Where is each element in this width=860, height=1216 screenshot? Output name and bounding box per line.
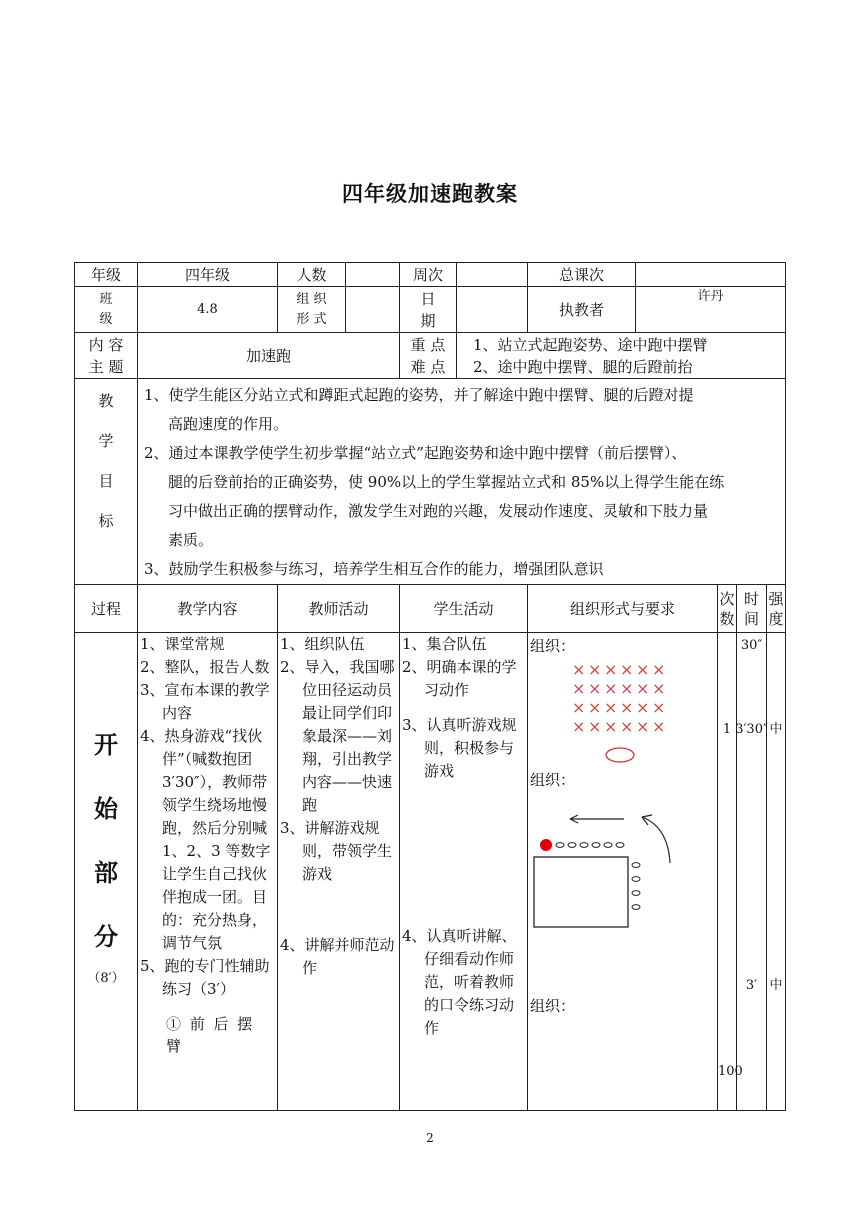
section-label xyxy=(75,633,138,1111)
col-intensity-2: 度 xyxy=(768,609,784,628)
section-duration: （8′） xyxy=(87,971,125,986)
formation-mark: × xyxy=(572,679,586,698)
student-dot xyxy=(632,891,640,896)
col-time-1: 时 xyxy=(744,589,760,608)
formation-mark: × xyxy=(652,717,666,736)
student-dot xyxy=(556,843,564,848)
student-item: 4、认真听讲解、仔细看动作师范，听着教师的口令练习动作 xyxy=(402,927,517,1037)
formation-mark: × xyxy=(588,679,602,698)
formation-mark: × xyxy=(604,698,618,717)
student-dot xyxy=(592,843,600,848)
page-title: 四年级加速跑教案 xyxy=(342,181,518,206)
col-times xyxy=(718,585,737,633)
topic-value: 加速跑 xyxy=(138,333,400,379)
col-student: 学生活动 xyxy=(400,585,528,633)
intensity-value-1: 中 xyxy=(769,722,783,737)
teacher-item: 2、导入，我国哪位田径运动员最让同学们印象最深——刘翔，引出教学内容——快速跑 xyxy=(280,658,395,814)
section-label-char: 始 xyxy=(94,794,118,823)
curve-arrowhead xyxy=(642,815,652,825)
lesson-plan-table xyxy=(74,262,786,1111)
date-label-2: 期 xyxy=(420,311,436,330)
grade-label: 年级 xyxy=(75,263,138,287)
section-label-char: 部 xyxy=(94,858,118,887)
content-item: 5、跑的专门性辅助练习（3′） xyxy=(140,957,270,998)
formation-mark: × xyxy=(588,698,602,717)
formation-mark: × xyxy=(588,660,602,679)
objectives-label xyxy=(75,379,138,585)
topic-label-2: 主 题 xyxy=(88,357,124,376)
col-time xyxy=(737,585,767,633)
formation-mark: × xyxy=(620,679,634,698)
org-label-3: 组织： xyxy=(530,997,576,1015)
org-form-label-1: 组 织 xyxy=(296,291,327,307)
formation-mark: × xyxy=(636,717,650,736)
teacher-item: 3、讲解游戏规则，带领学生游戏 xyxy=(280,819,393,883)
formation-mark: × xyxy=(636,660,650,679)
teacher-ellipse xyxy=(606,748,634,762)
objective-1 xyxy=(144,381,783,439)
formation-mark: × xyxy=(636,698,650,717)
col-times-2: 数 xyxy=(719,609,735,628)
run-route-diagram xyxy=(530,809,690,939)
objective-line: 3、鼓励学生积极参与练习，培养学生相互合作的能力，增强团队意识 xyxy=(144,560,604,578)
objectives-text xyxy=(138,379,786,585)
formation-mark: × xyxy=(604,660,618,679)
org-cell xyxy=(528,633,718,1111)
col-times-1: 次 xyxy=(719,589,735,608)
objectives-label-char: 学 xyxy=(98,432,114,450)
student-dot xyxy=(632,863,640,868)
time-cell xyxy=(737,633,767,1111)
date-label xyxy=(400,287,457,333)
content-cell xyxy=(138,633,278,1111)
topic-label-1: 内 容 xyxy=(88,335,124,354)
student-item: 1、集合队伍 xyxy=(402,635,487,653)
objective-line: 2、通过本课教学使学生初步掌握“站立式”起跑姿势和途中跑中摆臂（前后摆臂）、 xyxy=(144,444,687,462)
date-label-1: 日 xyxy=(420,289,436,308)
teacher-label: 执教者 xyxy=(528,287,636,333)
student-dot xyxy=(632,905,640,910)
class-label-2: 级 xyxy=(99,311,113,327)
teacher-item: 4、讲解并师范动作 xyxy=(280,936,395,977)
intensity-cell xyxy=(767,633,786,1111)
org-form-label-2: 形 式 xyxy=(296,311,327,327)
total-value xyxy=(636,263,786,287)
formation-diagram xyxy=(568,659,678,769)
key-points-label-1: 重 点 xyxy=(410,335,446,354)
time-value-1: 30″ xyxy=(740,638,763,653)
student-dot xyxy=(580,843,588,848)
col-org: 组织形式与要求 xyxy=(528,585,718,633)
key-points-label xyxy=(400,333,457,379)
key-point-1: 1、站立式起跑姿势、途中跑中摆臂 xyxy=(473,335,708,354)
objectives-label-char: 目 xyxy=(98,472,114,490)
times-cell xyxy=(718,633,743,1111)
student-dot xyxy=(604,843,612,848)
objective-3 xyxy=(144,555,783,584)
class-label xyxy=(75,287,138,333)
col-process: 过程 xyxy=(75,585,138,633)
section-label-char: 开 xyxy=(94,730,118,759)
formation-mark: × xyxy=(620,660,634,679)
objective-line: 1、使学生能区分站立式和蹲距式起跑的姿势，并了解途中跑中摆臂、腿的后蹬对提 xyxy=(144,386,694,404)
teacher-item: 1、组织队伍 xyxy=(280,635,365,653)
total-label: 总课次 xyxy=(528,263,636,287)
time-value-3: 3′ xyxy=(745,978,758,993)
objective-line: 高跑速度的作用。 xyxy=(168,415,289,433)
teacher-cell xyxy=(278,633,400,1111)
formation-mark: × xyxy=(604,679,618,698)
page-number: 2 xyxy=(426,1131,434,1145)
col-intensity-1: 强 xyxy=(768,589,784,608)
content-item: 2、整队，报告人数 xyxy=(140,658,270,676)
formation-mark: × xyxy=(572,698,586,717)
formation-mark: × xyxy=(620,698,634,717)
student-item: 3、认真听游戏规则，积极参与游戏 xyxy=(402,716,517,780)
formation-mark: × xyxy=(604,717,618,736)
key-point-2: 2、途中跑中摆臂、腿的后蹬前抬 xyxy=(473,357,693,376)
objectives-label-char: 标 xyxy=(98,512,114,530)
col-time-2: 间 xyxy=(744,609,760,628)
formation-mark: × xyxy=(652,698,666,717)
org-form-label xyxy=(278,287,346,333)
objective-2 xyxy=(144,439,783,555)
time-value-2: 3′30″ xyxy=(735,722,768,737)
student-dot xyxy=(632,877,640,882)
section-label-char: 分 xyxy=(94,922,118,951)
key-points-label-2: 难 点 xyxy=(410,357,446,376)
student-cell xyxy=(400,633,528,1111)
objective-line: 腿的后登前抬的正确姿势，使 90%以上的学生掌握站立式和 85%以上得学生能在练 xyxy=(168,473,725,491)
count-value xyxy=(346,263,400,287)
formation-mark: × xyxy=(620,717,634,736)
topic-label xyxy=(75,333,138,379)
field-rect xyxy=(534,857,628,927)
student-item: 2、明确本课的学习动作 xyxy=(402,658,517,699)
teacher-dot xyxy=(540,839,552,851)
curve-arrow xyxy=(642,817,670,863)
week-label: 周次 xyxy=(400,263,457,287)
key-points-value xyxy=(457,333,786,379)
objective-line: 习中做出正确的摆臂动作，激发学生对跑的兴趣，发展动作速度、灵敏和下肢力量 xyxy=(168,502,709,520)
org-label-2: 组织： xyxy=(530,771,576,789)
class-value: 4.8 xyxy=(138,287,278,333)
org-form-value xyxy=(346,287,400,333)
grade-value: 四年级 xyxy=(138,263,278,287)
col-teacher: 教师活动 xyxy=(278,585,400,633)
intensity-value-2: 中 xyxy=(769,978,783,993)
org-label-1: 组织： xyxy=(530,637,576,655)
content-item: 1、课堂常规 xyxy=(140,635,225,653)
formation-mark: × xyxy=(588,717,602,736)
times-value: 1 xyxy=(722,722,732,737)
class-label-1: 班 xyxy=(99,291,113,307)
formation-mark: × xyxy=(652,660,666,679)
col-content: 教学内容 xyxy=(138,585,278,633)
formation-mark: × xyxy=(572,717,586,736)
formation-mark: × xyxy=(572,660,586,679)
col-intensity xyxy=(767,585,786,633)
formation-mark: × xyxy=(652,679,666,698)
objective-line: 素质。 xyxy=(168,531,214,549)
week-value xyxy=(457,263,528,287)
date-value xyxy=(457,287,528,333)
student-dot xyxy=(616,843,624,848)
objectives-label-char: 教 xyxy=(98,392,114,410)
student-dot xyxy=(568,843,576,848)
count-label: 人数 xyxy=(278,263,346,287)
content-item-last: ① 前 后 摆 臂 xyxy=(166,1015,255,1055)
times-value-2: 100 xyxy=(718,1064,743,1079)
content-item: 4、热身游戏“找伙伴”（喊数抱团 3′30″），教师带领学生绕场地慢跑，然后分别喊 1、2、3 等数字让学生自己找伙伴抱成一团。目的：充分热身，调节气氛 xyxy=(140,727,271,952)
content-item: 3、宣布本课的教学内容 xyxy=(140,681,270,722)
teacher-value: 许丹 xyxy=(636,287,786,333)
formation-mark: × xyxy=(636,679,650,698)
